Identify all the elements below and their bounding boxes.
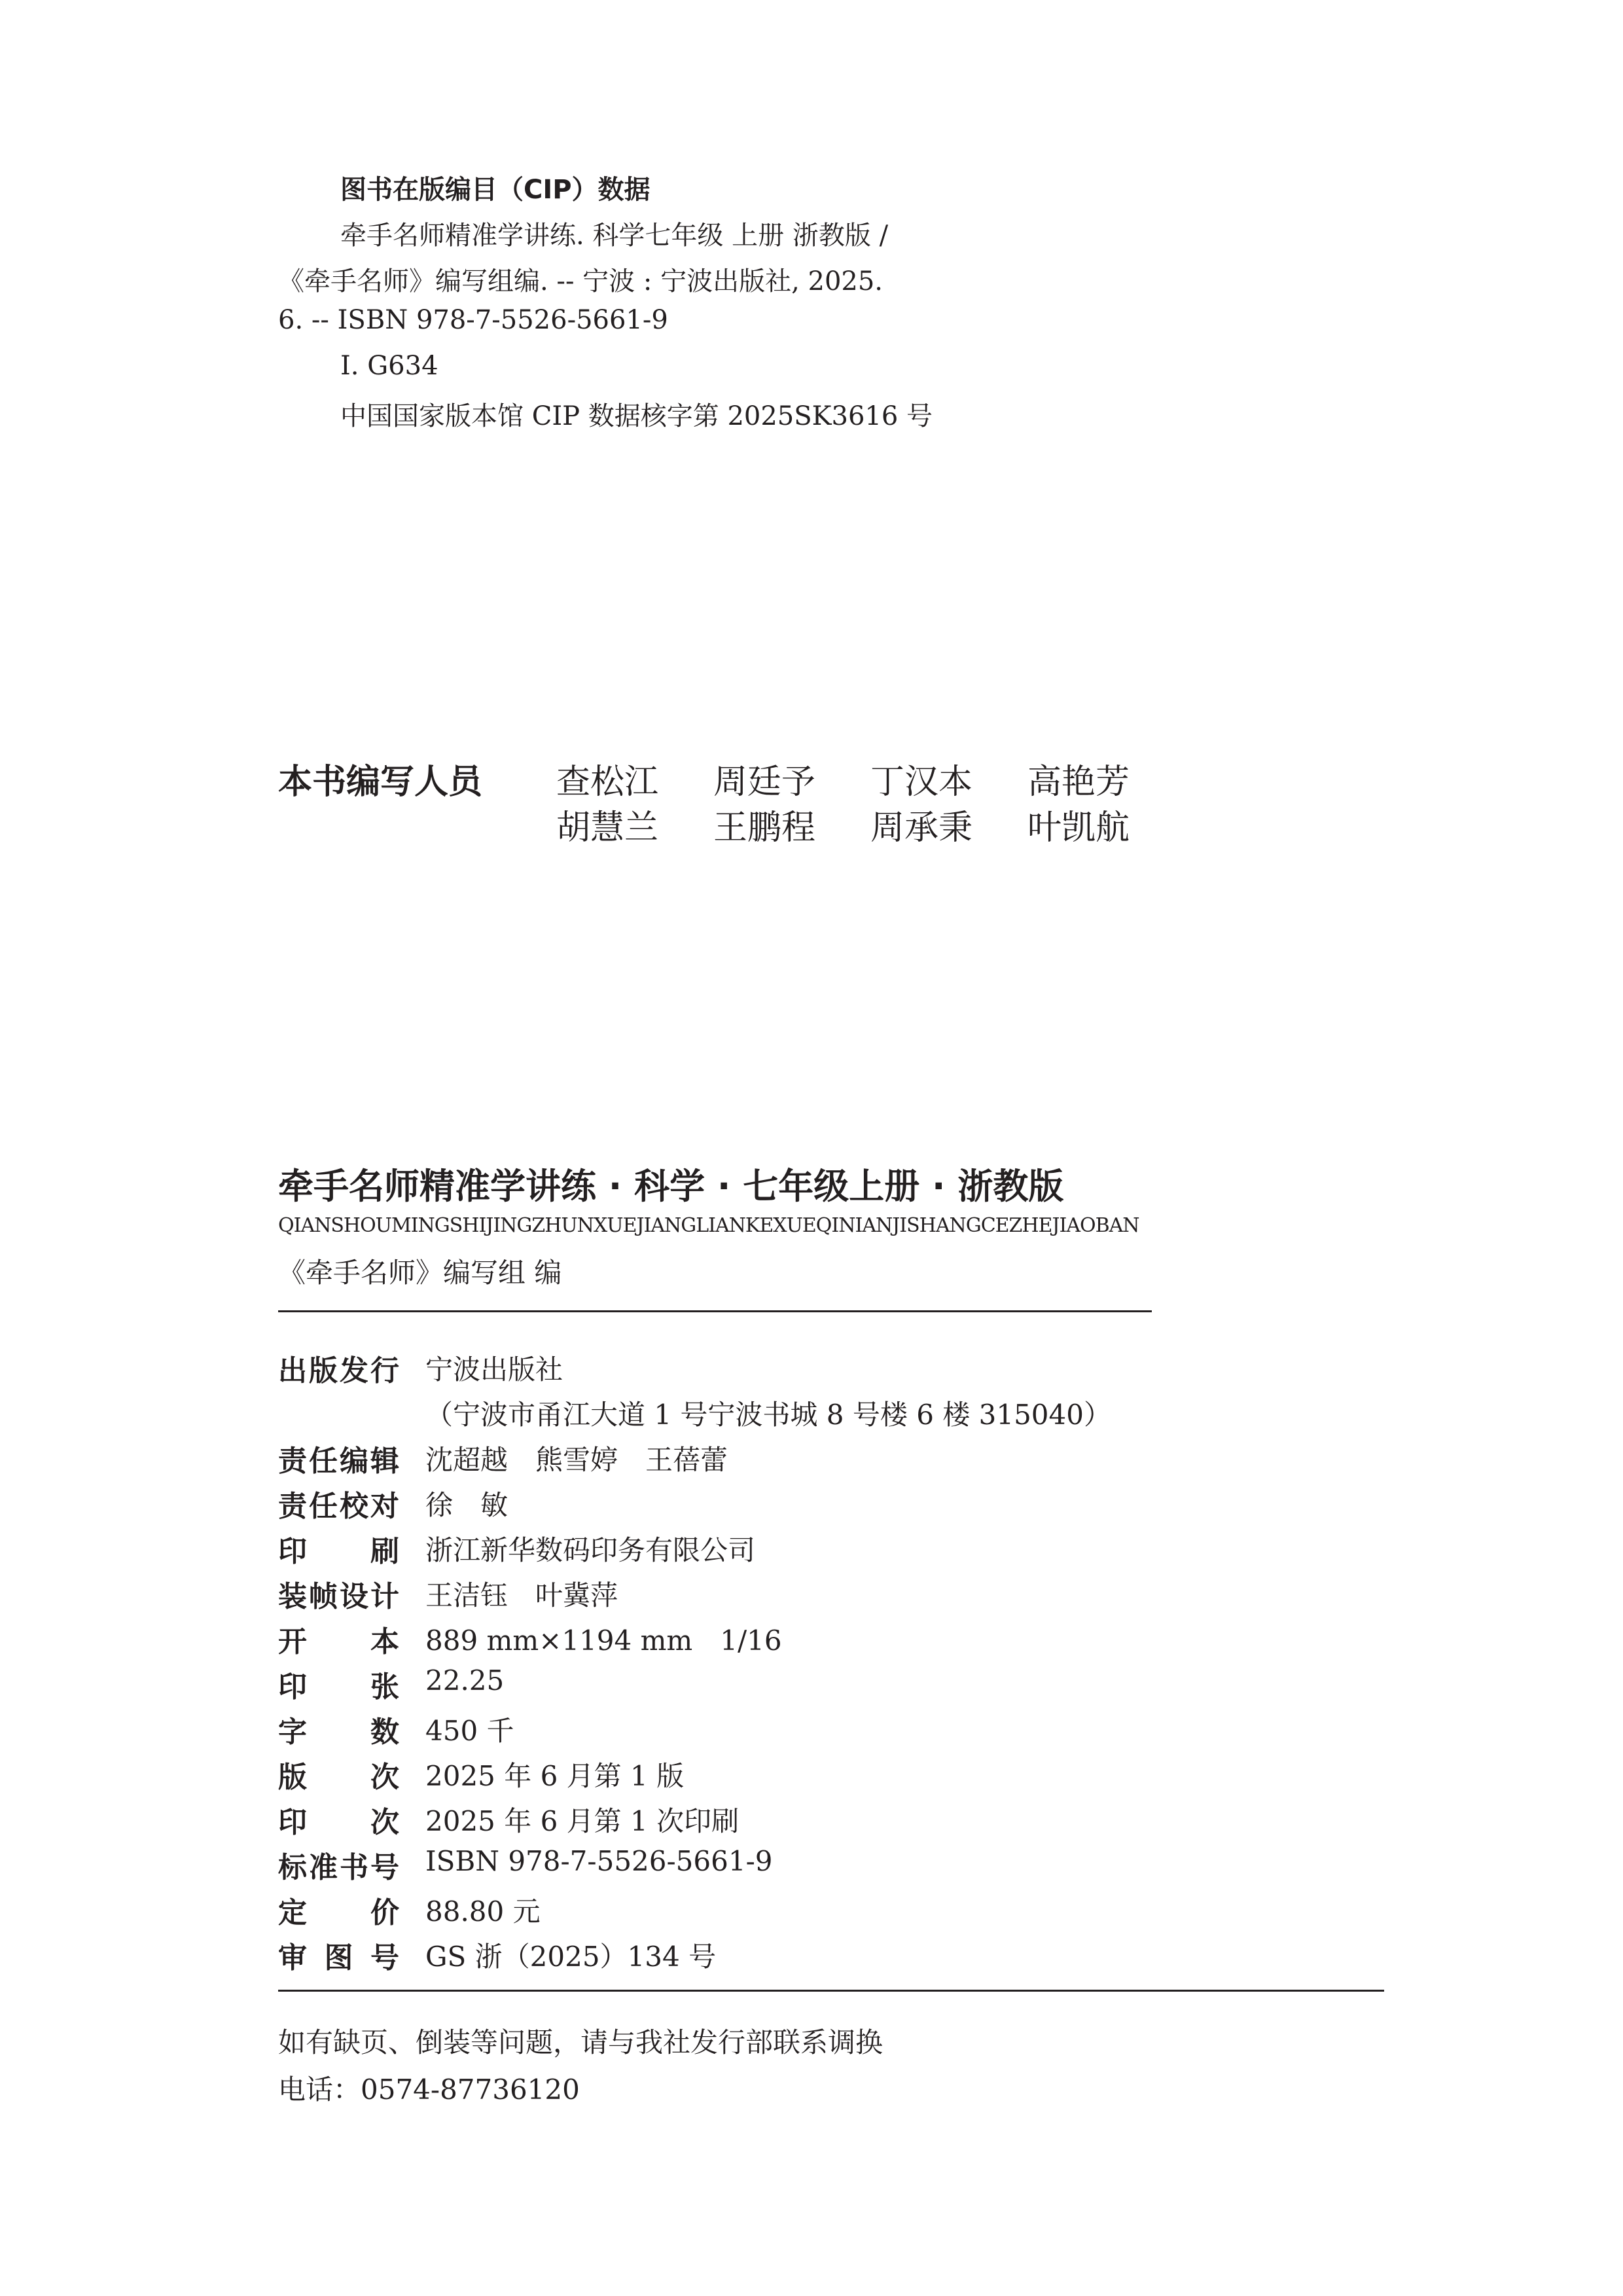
cip-line: 中国国家版本馆 CIP 数据核字第 2025SK3616 号	[340, 401, 933, 431]
info-label-char: 版	[278, 1761, 307, 1794]
info-label-char: 书	[340, 1851, 368, 1884]
info-label-char: 设	[340, 1580, 368, 1613]
writer-name: 胡慧兰	[556, 808, 659, 848]
divider-bottom	[278, 1990, 1384, 1992]
writer-name: 高艳芳	[1027, 762, 1130, 802]
info-label-char: 开	[278, 1625, 307, 1659]
info-label-char: 发	[340, 1354, 368, 1388]
info-value: 450 千	[425, 1715, 514, 1747]
info-label	[278, 1708, 399, 1750]
info-label-char: 张	[370, 1670, 399, 1704]
info-label-char: 审	[278, 1941, 307, 1975]
info-label	[278, 1528, 399, 1570]
info-value: 宁波出版社	[425, 1354, 563, 1386]
writer-name: 周廷予	[713, 762, 816, 802]
cip-line: 6. -- ISBN 978-7-5526-5661-9	[278, 305, 668, 335]
info-value: 2025 年 6 月第 1 次印刷	[425, 1805, 740, 1837]
info-label-char: 字	[278, 1715, 307, 1749]
info-value: 889 mm×1194 mm 1/16	[425, 1624, 782, 1657]
info-label-char: 价	[370, 1896, 399, 1929]
book-title: 牵手名师精准学讲练 · 科学 · 七年级上册 · 浙教版	[278, 1166, 1064, 1207]
info-label-char: 任	[309, 1444, 338, 1478]
info-value: 2025 年 6 月第 1 版	[425, 1760, 685, 1792]
info-label	[278, 1934, 399, 1976]
info-value: 沈超越 熊雪婷 王蓓蕾	[425, 1444, 728, 1476]
info-label-char: 编	[340, 1444, 368, 1478]
info-label	[278, 1437, 399, 1479]
info-label-char: 本	[370, 1625, 399, 1659]
info-value: 22.25	[425, 1664, 505, 1696]
info-label	[278, 1889, 399, 1931]
info-label-char: 刷	[370, 1535, 399, 1568]
cip-line: 《牵手名师》编写组编. -- 宁波 : 宁波出版社, 2025.	[278, 266, 883, 296]
info-label-char: 次	[370, 1761, 399, 1794]
info-label-char: 号	[370, 1941, 399, 1975]
info-label	[278, 1573, 399, 1615]
info-label	[278, 1618, 399, 1660]
info-label-char: 图	[324, 1941, 353, 1975]
info-label-char: 标	[278, 1851, 307, 1884]
info-label	[278, 1844, 399, 1886]
footer-notice: 如有缺页、倒装等问题，请与我社发行部联系调换	[278, 2026, 883, 2058]
info-value: 88.80 元	[425, 1895, 541, 1928]
info-label-char: 印	[278, 1806, 307, 1839]
info-label-char: 对	[370, 1490, 399, 1523]
info-value: 浙江新华数码印务有限公司	[425, 1534, 756, 1566]
info-label	[278, 1753, 399, 1795]
book-pinyin: QIANSHOUMINGSHIJINGZHUNXUEJIANGLIANKEXUEQINIANJISHANGCEZHEJIAOBAN	[278, 1214, 1139, 1237]
writer-name: 周承秉	[870, 808, 973, 848]
info-label-char: 校	[340, 1490, 368, 1523]
writers-label: 本书编写人员	[278, 762, 483, 802]
info-value: ISBN 978-7-5526-5661-9	[425, 1845, 773, 1877]
info-label	[278, 1799, 399, 1840]
info-label-char: 出	[278, 1354, 307, 1388]
cip-line: Ⅰ. G634	[340, 351, 438, 381]
info-label-char: 版	[309, 1354, 338, 1388]
info-label	[278, 1347, 399, 1389]
info-label-char: 号	[370, 1851, 399, 1884]
info-label-char: 印	[278, 1670, 307, 1704]
writer-name: 查松江	[556, 762, 659, 802]
info-value: 徐 敏	[425, 1489, 508, 1521]
info-label-char: 计	[370, 1580, 399, 1613]
writer-name: 丁汉本	[870, 762, 973, 802]
info-label-char: 帧	[309, 1580, 338, 1613]
info-label	[278, 1482, 399, 1524]
info-label-char: 责	[278, 1490, 307, 1523]
info-label-char: 定	[278, 1896, 307, 1929]
info-label-char: 印	[278, 1535, 307, 1568]
info-value: （宁波市甬江大道 1 号宁波书城 8 号楼 6 楼 315040）	[425, 1399, 1111, 1431]
info-label-char: 行	[370, 1354, 399, 1388]
divider-top	[278, 1310, 1152, 1312]
book-author: 《牵手名师》编写组 编	[278, 1257, 562, 1289]
cip-heading: 图书在版编目（CIP）数据	[340, 175, 651, 205]
info-label-char: 准	[309, 1851, 338, 1884]
info-label-char: 辑	[370, 1444, 399, 1478]
info-label-char: 责	[278, 1444, 307, 1478]
info-label	[278, 1663, 399, 1705]
info-value: GS 浙（2025）134 号	[425, 1941, 717, 1973]
info-label-char: 任	[309, 1490, 338, 1523]
info-label-char: 装	[278, 1580, 307, 1613]
info-label-char: 次	[370, 1806, 399, 1839]
cip-line: 牵手名师精准学讲练. 科学七年级 上册 浙教版 /	[340, 221, 889, 251]
info-value: 王洁钰 叶冀萍	[425, 1579, 618, 1611]
writer-name: 叶凯航	[1027, 808, 1130, 848]
writer-name: 王鹏程	[713, 808, 816, 848]
info-label-char: 数	[370, 1715, 399, 1749]
footer-phone: 电话：0574-87736120	[278, 2073, 580, 2106]
